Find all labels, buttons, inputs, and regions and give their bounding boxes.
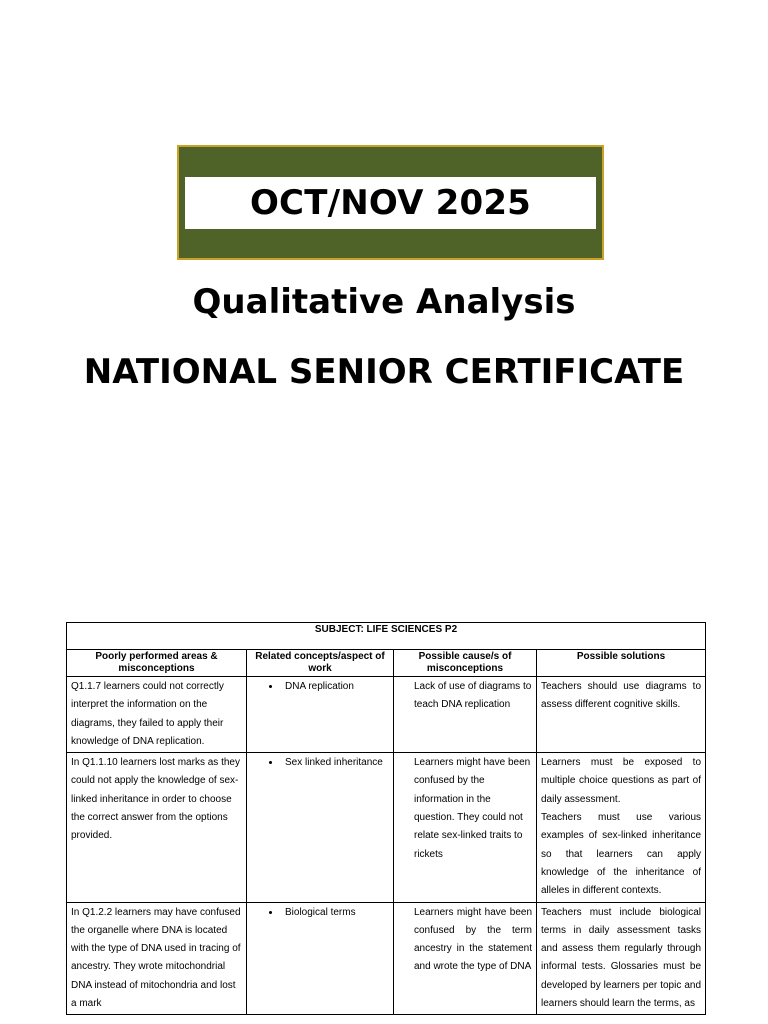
header-row [67,650,706,677]
concept-item: • Biological terms [281,904,389,922]
concept-item: • DNA replication [281,678,389,696]
report-title: Qualitative Analysis [192,282,576,322]
concept-cell [247,902,394,1015]
solution-paragraph: Learners must be exposed to multiple choice questions as part of daily assessment. [541,757,702,805]
cause-cell: Learners might have been confused by the term ancestry in the statement and wrote the type of DNA [394,902,537,1015]
area-cell: In Q1.2.2 learners may have confused the organelle where DNA is located with the type of DNA used in tracing of ancestry. They wrote mitochondrial DNA instead of mitochondria and lost a mark [67,902,247,1015]
header-concepts: Related concepts/aspect of work [247,650,394,677]
header-solutions: Possible solutions [537,650,706,677]
solution-cell: Teachers must include biological terms in daily assessment tasks and assess them regularly through informal tests. Glossaries must be developed by learners per topic and learners should learn the terms, as [537,902,706,1015]
table-row [67,677,706,753]
banner-date-text: OCT/NOV 2025 [185,177,596,229]
cause-cell: Lack of use of diagrams to teach DNA replication [394,677,537,753]
header-areas: Poorly performed areas & misconceptions [67,650,247,677]
subject-heading: SUBJECT: LIFE SCIENCES P2 [67,623,706,650]
solution-paragraph: Teachers must use various examples of sex-linked inheritance so that learners can apply knowledge of the inheritance of alleles in different contexts. [541,812,702,897]
cause-cell: Learners might have been confused by the information in the question. They could not relate sex-linked traits to rickets [394,753,537,902]
table-row [67,902,706,1015]
area-cell: Q1.1.7 learners could not correctly interpret the information on the diagrams, they failed to apply their knowledge of DNA replication. [67,677,247,753]
concept-cell [247,677,394,753]
certificate-title: NATIONAL SENIOR CERTIFICATE [83,352,685,392]
table-row [67,753,706,902]
analysis-table [66,622,706,1015]
area-cell: In Q1.1.10 learners lost marks as they could not apply the knowledge of sex-linked inheritance in order to choose the correct answer from the options provided. [67,753,247,902]
subject-row [67,623,706,650]
header-causes: Possible cause/s of misconceptions [394,650,537,677]
solution-cell [537,753,706,902]
date-banner [177,145,604,260]
solution-cell: Teachers should use diagrams to assess different cognitive skills. [537,677,706,753]
concept-cell [247,753,394,902]
concept-item: • Sex linked inheritance [281,754,389,772]
